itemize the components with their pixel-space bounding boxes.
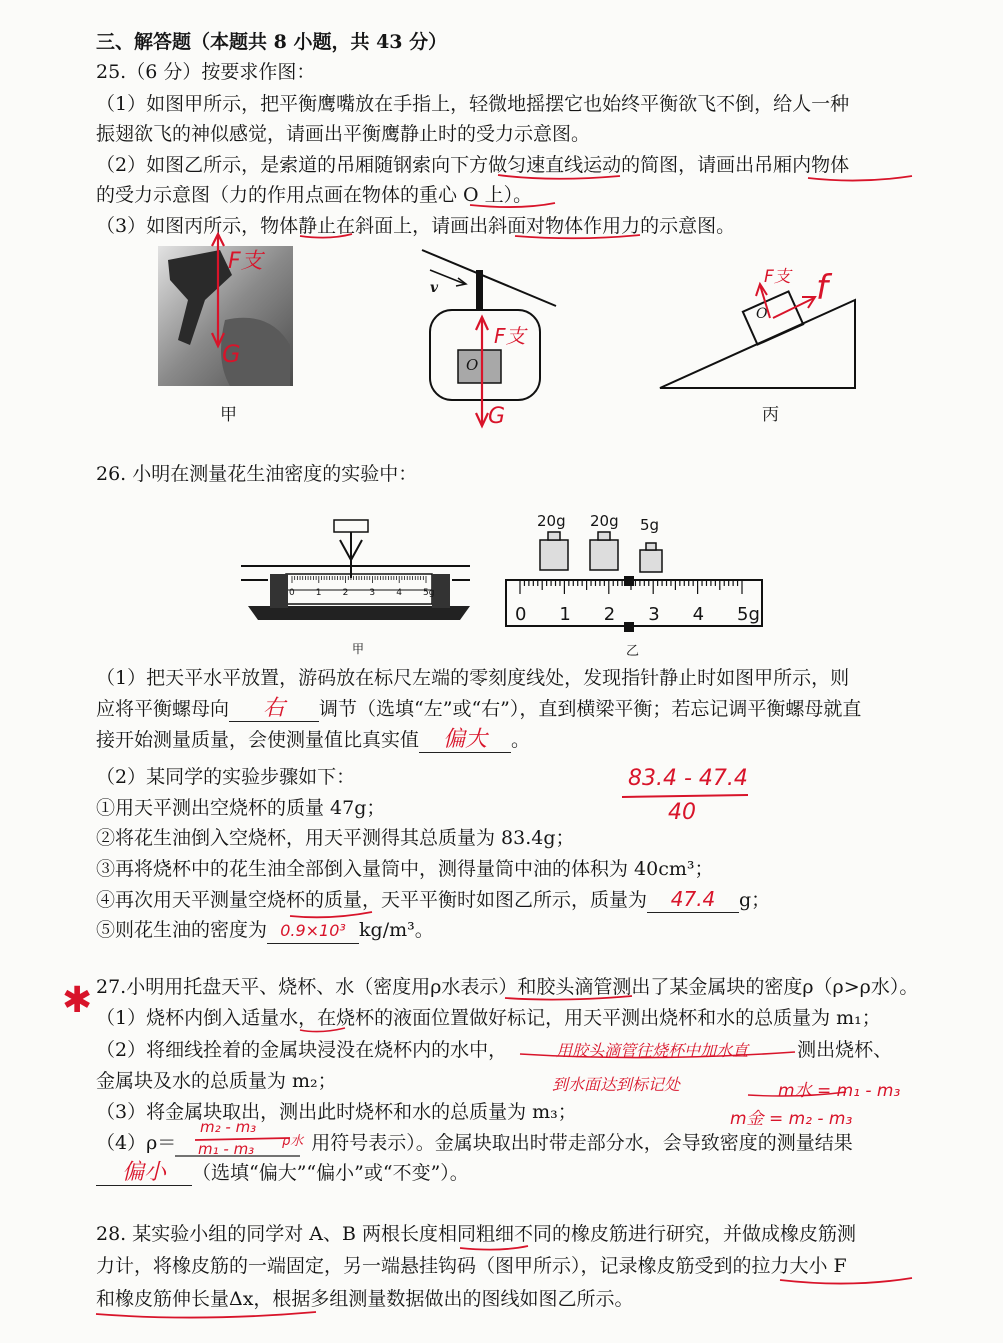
hand-support-force-2: F支 <box>494 324 526 348</box>
q26-p1c-post: 。 <box>511 729 531 751</box>
q27-p3: （3）将金属块取出，测出此时烧杯和水的总质量为 m₃； <box>96 1101 577 1123</box>
hand-calc-denominator: 40 <box>668 800 696 825</box>
hand-calc-numerator: 83.4 - 47.4 <box>628 766 748 791</box>
centroid-label: O <box>466 356 479 374</box>
q26-s1: ①用天平测出空烧杯的质量 47g； <box>96 797 386 819</box>
q25-p1b: 振翅欲飞的神似感觉，请画出平衡鹰静止时的受力示意图。 <box>96 123 591 145</box>
q28-l3: 和橡皮筋伸长量Δx，根据多组测量数据做出的图线如图乙所示。 <box>96 1288 634 1310</box>
weight-label-1: 20g <box>537 512 566 530</box>
q26-p1c-pre: 接开始测量质量，会使测量值比真实值 <box>96 729 420 751</box>
q27-p2a-post: 测出烧杯、 <box>797 1039 893 1061</box>
hand-formula-denominator: m₁ - m₃ <box>198 1140 255 1158</box>
weight-label-3: 5g <box>640 516 660 534</box>
hand-answer-bigger: 偏大 <box>443 727 488 752</box>
velocity-label: v <box>430 280 439 296</box>
balance-tick-label: 3 <box>369 588 376 598</box>
hand-support-force-3: F支 <box>764 267 791 287</box>
q26-p2: （2）某同学的实验步骤如下： <box>96 766 356 788</box>
centroid-label-incline: O <box>756 306 768 322</box>
q27-p4-pre: （4）ρ＝ <box>96 1132 177 1154</box>
q28-l2: 力计，将橡皮筋的一端固定，另一端悬挂钩码（图甲所示），记录橡皮筋受到的拉力大小 F <box>96 1255 847 1277</box>
hand-procedure-line2: 到水面达到标记处 <box>552 1075 681 1094</box>
hand-answer-mass: 47.4 <box>670 887 716 911</box>
q26-p1a: （1）把天平水平放置，游码放在标尺左端的零刻度线处，发现指针静止时如图甲所示，则 <box>96 667 850 689</box>
hand-answer-right: 右 <box>263 696 286 721</box>
balance-tick-label: 0 <box>289 588 295 598</box>
q26-s5-pre: ⑤则花生油的密度为 <box>96 919 268 941</box>
q27-p5-post: （选填“偏大”“偏小”或“不变”）。 <box>192 1162 469 1184</box>
weight-label-2: 20g <box>590 512 619 530</box>
q26-header: 26. 小明在测量花生油密度的实验中： <box>96 463 418 485</box>
balance-tick-label: 1 <box>315 588 322 598</box>
q28-l1: 28. 某实验小组的同学对 A、B 两根长度相同粗细不同的橡皮筋进行研究，并做成橡皮筋测 <box>96 1223 857 1245</box>
fig-jia-caption-26: 甲 <box>352 642 365 656</box>
q27-p4-post: 用符号表示）。金属块取出时带走部分水，会导致密度的测量结果 <box>311 1132 853 1154</box>
q26-s2: ②将花生油倒入空烧杯，用天平测得其总质量为 83.4g； <box>96 827 575 849</box>
q27-p1: （1）烧杯内倒入适量水，在烧杯的液面位置做好标记，用天平测出烧杯和水的总质量为 m₁； <box>96 1007 881 1029</box>
scale-tick-label: 4 <box>692 604 705 625</box>
q25-p2a: （2）如图乙所示，是索道的吊厢随钢索向下方做匀速直线运动的简图，请画出吊厢内物体 <box>96 154 850 176</box>
scale-tick-label: 3 <box>648 604 660 625</box>
q25-header: 25.（6 分）按要求作图： <box>96 61 316 83</box>
hand-support-force-1: F支 <box>228 249 263 274</box>
hand-eq-water-mass: m水 = m₁ - m₃ <box>778 1081 901 1101</box>
q27-header: 27.小明用托盘天平、烧杯、水（密度用ρ水表示）和胶头滴管测出了某金属块的密度ρ（ρ>ρ水）。 <box>96 976 919 998</box>
q26-s5-post: kg/m³。 <box>359 919 434 941</box>
q25-p2b: 的受力示意图（力的作用点画在物体的重心 O 上）。 <box>96 184 533 206</box>
q26-p1b-post: 调节（选填“左”或“右”），直到横梁平衡；若忘记调平衡螺母就直 <box>319 698 862 720</box>
balance-tick-label: 4 <box>396 588 402 598</box>
scale-tick-label: 0 <box>515 604 527 625</box>
fig-yi-caption-26: 乙 <box>626 644 640 659</box>
q27-p2a-pre: （2）将细线拴着的金属块浸没在烧杯内的水中， <box>96 1039 508 1061</box>
balance-tick-label: 5g <box>423 588 435 598</box>
hand-gravity-2: G <box>488 404 506 429</box>
hand-answer-fill1: 用胶头滴管往烧杯中加水直 <box>556 1041 749 1060</box>
scale-tick-label: 5g <box>737 604 760 625</box>
q27-p2b: 金属块及水的总质量为 m₂； <box>96 1070 337 1092</box>
hand-answer-density: 0.9×10³ <box>280 921 346 940</box>
q26-s4-pre: ④再次用天平测量空烧杯的质量，天平平衡时如图乙所示，质量为 <box>96 889 648 911</box>
q26-p1b-pre: 应将平衡螺母向 <box>96 698 230 720</box>
balance-tick-label: 2 <box>342 588 349 598</box>
hand-formula-numerator: m₂ - m₃ <box>200 1118 257 1136</box>
q26-s4-post: g； <box>739 889 771 911</box>
hand-star-mark: ✱ <box>62 980 93 1021</box>
fig-bing-caption: 丙 <box>762 405 779 425</box>
hand-eq-metal-mass: m金 = m₂ - m₃ <box>730 1109 853 1129</box>
hand-gravity-1: G <box>222 340 241 368</box>
hand-answer-smaller: 偏小 <box>121 1160 166 1185</box>
scale-tick-label: 1 <box>559 604 571 625</box>
q25-p3: （3）如图丙所示，物体静止在斜面上，请画出斜面对物体作用力的示意图。 <box>96 215 736 237</box>
fig-jia-caption: 甲 <box>220 405 237 425</box>
section-title: 三、解答题（本题共 8 小题，共 43 分） <box>96 31 448 53</box>
q26-s3: ③再将烧杯中的花生油全部倒入量筒中，测得量筒中油的体积为 40cm³； <box>96 858 714 880</box>
scale-tick-label: 2 <box>603 604 616 625</box>
hand-friction-3: f <box>816 268 828 308</box>
q25-p1a: （1）如图甲所示，把平衡鹰嘴放在手指上，轻微地摇摆它也始终平衡欲飞不倒，给人一种 <box>96 93 850 115</box>
hand-formula-tail: ρ水 <box>282 1134 304 1149</box>
